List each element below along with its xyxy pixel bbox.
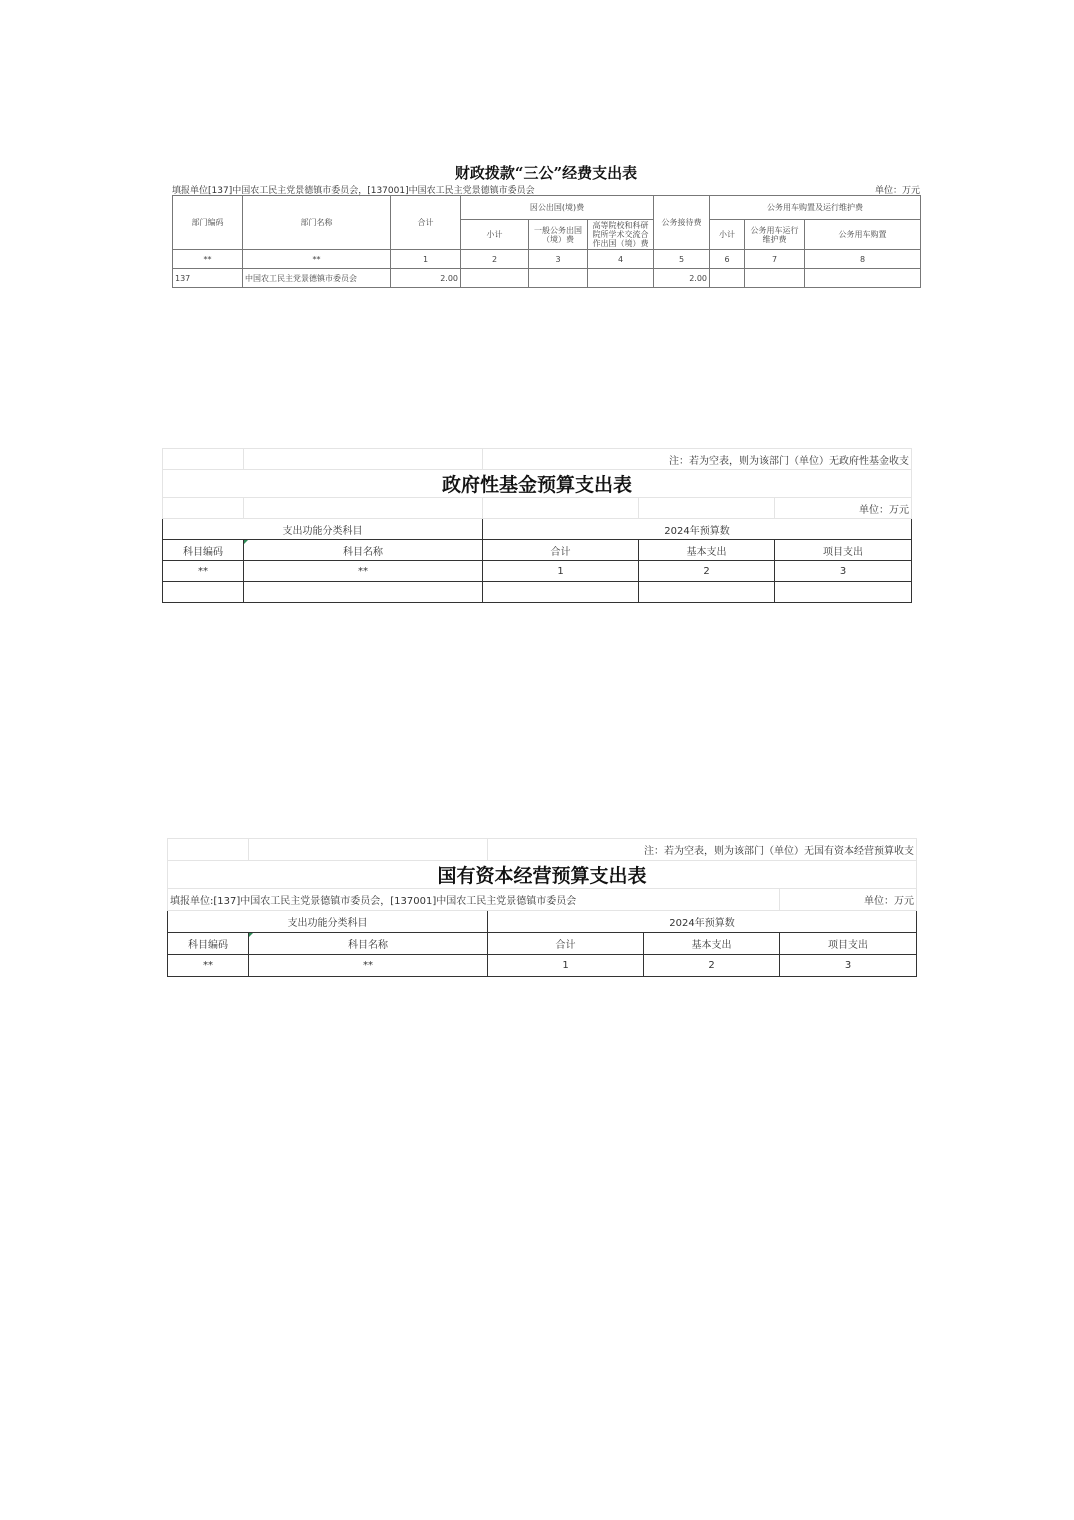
index-row	[163, 561, 912, 582]
index-cell: 6	[710, 250, 745, 269]
government-fund-section	[162, 448, 911, 603]
header-total: 合计	[391, 196, 461, 250]
state-capital-table	[167, 838, 917, 977]
index-cell: 4	[588, 250, 654, 269]
index-cell: 7	[745, 250, 805, 269]
header-vehicle-purchase: 公务用车购置	[805, 220, 921, 250]
government-fund-table	[162, 448, 912, 603]
table1-title: 财政拨款“三公”经费支出表	[454, 164, 638, 182]
header-vehicle-operation: 公务用车运行维护费	[745, 220, 805, 250]
row-dept-code: 137	[173, 269, 243, 288]
index-cell: **	[163, 561, 244, 582]
table3-col-group-subject: 支出功能分类科目	[168, 911, 488, 933]
row-total: 2.00	[391, 269, 461, 288]
row-reception: 2.00	[654, 269, 710, 288]
header-abroad-general: 一般公务出国（境）费	[529, 220, 588, 250]
state-capital-section	[167, 838, 916, 977]
three-public-expenses-table	[172, 195, 921, 288]
index-cell: 1	[488, 955, 644, 977]
table1-unit: 单位：万元	[874, 186, 920, 196]
header-abroad-group: 因公出国(境)费	[461, 196, 654, 220]
table2-header-name: 科目名称	[244, 540, 483, 561]
index-cell: **	[244, 561, 483, 582]
row-cell-empty	[588, 269, 654, 288]
index-cell: 2	[461, 250, 529, 269]
index-cell: 5	[654, 250, 710, 269]
index-cell: 8	[805, 250, 921, 269]
table2-header-basic: 基本支出	[639, 540, 775, 561]
header-reception: 公务接待费	[654, 196, 710, 250]
row-cell-empty	[710, 269, 745, 288]
table2-header-project: 项目支出	[775, 540, 912, 561]
row-cell-empty	[775, 582, 912, 603]
header-vehicle-group: 公务用车购置及运行维护费	[710, 196, 921, 220]
table-row	[163, 582, 912, 603]
table-row	[173, 269, 921, 288]
row-cell-empty	[805, 269, 921, 288]
index-row	[168, 955, 917, 977]
table2-unit: 单位：万元	[775, 498, 912, 519]
table2-header-total: 合计	[483, 540, 639, 561]
row-cell-empty	[244, 582, 483, 603]
table3-fill-unit: 填报单位:[137]中国农工民主党景德镇市委员会，[137001]中国农工民主党景德镇市委员会	[168, 889, 780, 911]
index-cell: 2	[644, 955, 780, 977]
index-cell: 3	[775, 561, 912, 582]
table2-col-group-subject: 支出功能分类科目	[163, 519, 483, 540]
table3-header-project: 项目支出	[780, 933, 917, 955]
table3-col-group-budget: 2024年预算数	[488, 911, 917, 933]
row-cell-empty	[163, 582, 244, 603]
row-cell-empty	[745, 269, 805, 288]
table2-note: 注：若为空表，则为该部门（单位）无政府性基金收支	[483, 449, 912, 470]
index-cell: 3	[780, 955, 917, 977]
table2-col-group-budget: 2024年预算数	[483, 519, 912, 540]
header-dept-code: 部门编码	[173, 196, 243, 250]
index-cell: **	[168, 955, 249, 977]
table3-note: 注：若为空表，则为该部门（单位）无国有资本经营预算收支	[488, 839, 917, 861]
header-abroad-subtotal: 小计	[461, 220, 529, 250]
table2-header-code: 科目编码	[163, 540, 244, 561]
row-dept-name: 中国农工民主党景德镇市委员会	[243, 269, 391, 288]
index-cell: 3	[529, 250, 588, 269]
row-cell-empty	[461, 269, 529, 288]
table2-title: 政府性基金预算支出表	[163, 470, 912, 498]
header-abroad-academic: 高等院校和科研院所学术交流合作出国（境）费	[588, 220, 654, 250]
table3-title: 国有资本经营预算支出表	[168, 861, 917, 889]
row-cell-empty	[529, 269, 588, 288]
table3-header-total: 合计	[488, 933, 644, 955]
index-cell: 1	[391, 250, 461, 269]
row-cell-empty	[483, 582, 639, 603]
header-vehicle-subtotal: 小计	[710, 220, 745, 250]
table1-fill-unit: 填报单位[137]中国农工民主党景德镇市委员会，[137001]中国农工民主党景德镇市委员会	[172, 186, 535, 196]
header-dept-name: 部门名称	[243, 196, 391, 250]
index-cell: **	[249, 955, 488, 977]
table3-header-name: 科目名称	[249, 933, 488, 955]
index-cell: 1	[483, 561, 639, 582]
index-cell: **	[243, 250, 391, 269]
index-cell: 2	[639, 561, 775, 582]
index-cell: **	[173, 250, 243, 269]
table3-unit: 单位：万元	[780, 889, 917, 911]
table3-header-code: 科目编码	[168, 933, 249, 955]
index-row	[173, 250, 921, 269]
table3-header-basic: 基本支出	[644, 933, 780, 955]
row-cell-empty	[639, 582, 775, 603]
